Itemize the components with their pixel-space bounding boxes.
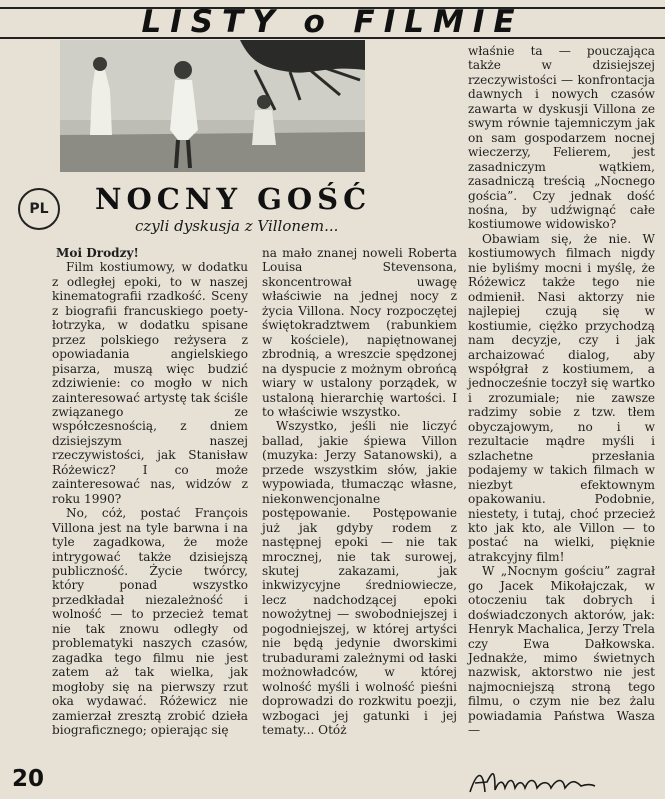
section-title: LISTY o FILMIE: [141, 4, 524, 40]
paragraph: na mało znanej noweli Roberta Louisa Stevensona, skoncentrował uwagę właściwie na jednej nocy z życia Villona. Nocy rozpoczętej świętokradztwem (rabunkiem w kościele), napiętnowanej zbrodnią, a wreszcie spędzonej na dyspucie z możnym obrońcą wiary w ustalony porządek, w ustaloną hierarchię wartości. I to właściwie wszystko.: [262, 246, 457, 419]
section-header: [0, 0, 665, 44]
salutation: Moi Drodzy!: [56, 246, 139, 260]
article-title: NOCNY GOŚĆ: [95, 182, 372, 216]
article-subtitle: czyli dyskusja z Villonem...: [135, 217, 339, 235]
text-column-1: [52, 246, 248, 737]
paragraph: Obawiam się, że nie. W kostiumowych filmach nigdy nie byliśmy mocni i myślę, że Różewicz także tego nie odmienił. Nasi aktorzy nie najlepiej czują się w kostiumie, ciężko przychodzą nam decyzje, czy i jak archaizować dialog, aby współgrał z kostiumem, a jednocześnie toczył się wartko i zrozumiale; nie zawsze radzimy sobie z tzw. tłem obyczajowym, no i w rezultacie mądre myśli i szlachetne przesłania podajemy w takich filmach w niezbyt efektownym opakowaniu. Podobnie, niestety, i tutaj, choć przecież kto jak kto, ale Villon — to postać na wielki, pięknie atrakcyjny film!: [468, 231, 655, 564]
article-heading: [10, 180, 455, 240]
paragraph: Film kostiumowy, w dodatku z odległej epoki, to w naszej kinematografii rzadkość. Sceny z biografii francuskiego poety-łotrzyka, w dodatku spisane przez polskiego reżysera z opowiadania angielskiego pisarza, muszą więc budzić zdziwienie: co mogło w nich zainteresować artystę tak ściśle związanego ze współczesnością, z dniem dzisiejszym naszej rzeczywistości, jak Stanisław Różewicz? I co może zainteresować nas, widzów z roku 1990?: [52, 260, 248, 506]
country-badge: PL: [18, 188, 60, 230]
film-still-photo: [60, 40, 365, 172]
page-number: 20: [12, 766, 45, 792]
paragraph: No, cóż, postać François Villona jest na tyle barwna i na tyle zagadkowa, że może intrygować także dzisiejszą publiczność. Życie twórcy, który ponad wszystko przedkładał niezależność i wolność — to przecież temat nie tak znowu odległy od problematyki naszych czasów, zagadka tego filmu nie jest zatem aż tak wielka, jak mogłoby się na pierwszy rzut oka wydawać. Różewicz nie zamierzał zresztą zrobić dzieła biograficznego; opierając się: [52, 506, 248, 737]
film-still-photo-icon: [60, 40, 365, 172]
text-column-3: [468, 44, 655, 738]
paragraph: właśnie ta — pouczająca także w dzisiejszej rzeczywistości — konfrontacja dawnych i nowych czasów zawarta w dyskusji Villona ze swym równie tajemniczym jak on sam gospodarzem nocnej wieczerzy, Felierem, jest zasadniczym wątkiem, zasadniczą treścią „Nocnego gościa”. Czy jednak dość nośna, by udźwignąć całe kostiumowe widowisko?: [468, 44, 655, 232]
signature-icon: [465, 766, 600, 796]
paragraph: W „Nocnym gościu” zagrał go Jacek Mikołajczak, w otoczeniu tak dobrych i doświadczonych aktorów, jak: Henryk Machalica, Jerzy Trela czy Ewa Dałkowska. Jednakże, mimo świetnych nazwisk, aktorstwo nie jest najmocniejszą stroną tego filmu, o czym nie bez żalu powiadamia Państwa Wasza —: [468, 564, 655, 738]
paragraph: Wszystko, jeśli nie liczyć ballad, jakie śpiewa Villon (muzyka: Jerzy Satanowski), a przede wszystkim słów, jakie wypowiada, tłumacząc własne, niekonwencjonalne postępowanie. Postępowanie już jak gdyby rodem z następnej epoki — nie tak mrocznej, nie tak surowej, skutej zakazami, jak inkwizycyjne średniowiecze, lecz nadchodzącej epoki nowożytnej — swobodniejszej i pogodniejszej, w której artyści nie będą jedynie dworskimi trubadurami zależnymi od łaski możnowładców, w której wolność myśli i wolność pieśni doprowadzi do rozkwitu poezji, wzbogaci jej gatunki i jej tematy... Otóż: [262, 419, 457, 737]
text-column-2: [262, 246, 457, 737]
